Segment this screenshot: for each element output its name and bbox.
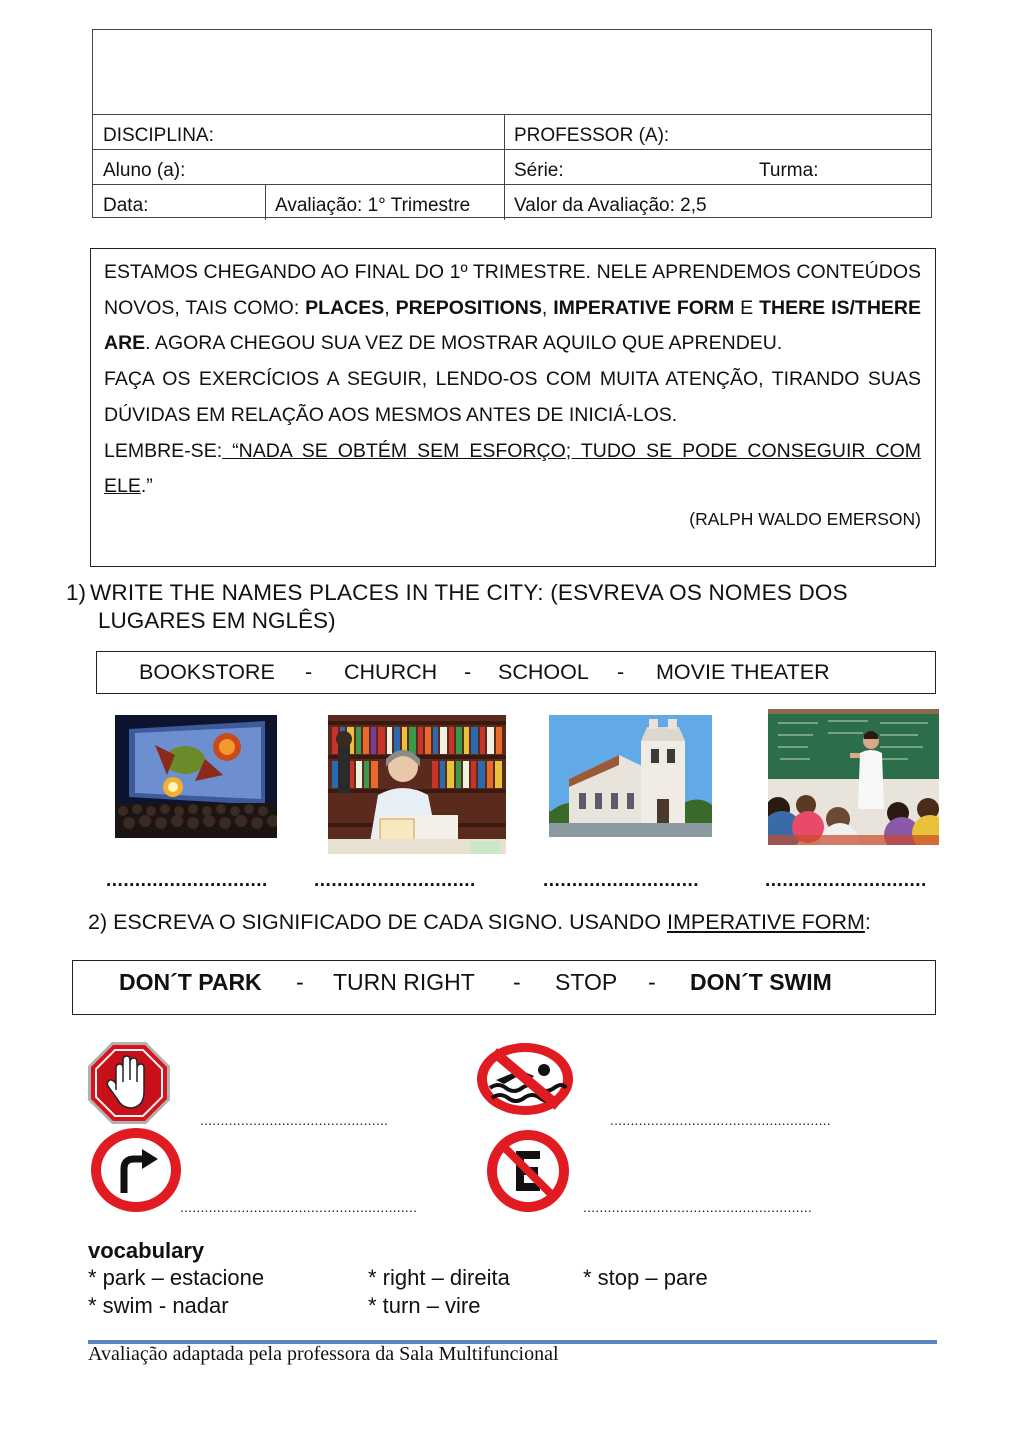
word-dont-park: DON´T PARK <box>119 969 262 995</box>
movie-theater-image <box>115 715 277 838</box>
data-label: Data: <box>103 195 149 216</box>
header-row-1 <box>93 114 931 150</box>
no-swimming-sign-icon <box>474 1040 576 1118</box>
professor-label: PROFESSOR (A): <box>514 125 670 146</box>
word-separator: - <box>513 969 521 995</box>
intro-box <box>90 248 936 567</box>
question-1-line-1: WRITE THE NAMES PLACES IN THE CITY: (ESVREVA OS NOMES DOS <box>90 580 848 605</box>
intro-quote: LEMBRE-SE: “NADA SE OBTÉM SEM ESFORÇO; TUDO SE PODE CONSEGUIR COM ELE.” <box>104 439 921 498</box>
word-turn-right: TURN RIGHT <box>333 969 475 995</box>
serie-label: Série: <box>514 160 564 181</box>
word-church: CHURCH <box>344 660 438 684</box>
question-1-line-2: LUGARES EM NGLÊS) <box>98 608 336 633</box>
turn-right-sign-icon <box>90 1127 182 1213</box>
answer-blank-1[interactable]: ............................ <box>106 870 268 891</box>
header-table <box>92 29 932 218</box>
word-dont-swim: DON´T SWIM <box>690 969 832 995</box>
word-stop: STOP <box>555 969 618 995</box>
sign-answer-blank-2[interactable]: ...................................................... <box>610 1112 831 1128</box>
sign-answer-blank-3[interactable]: .......................................................... <box>180 1199 418 1215</box>
turma-label: Turma: <box>759 160 819 181</box>
vocabulary-title: vocabulary <box>88 1238 205 1263</box>
question-2: 2) ESCREVA O SIGNIFICADO DE CADA SIGNO. USANDO IMPERATIVE FORM: <box>88 910 871 934</box>
header-row-3 <box>93 184 931 220</box>
vocab-item: * turn – vire <box>368 1293 481 1318</box>
word-bank-places <box>96 651 936 694</box>
word-separator: - <box>296 969 304 995</box>
word-school: SCHOOL <box>498 660 589 684</box>
vocab-item: * park – estacione <box>88 1265 265 1290</box>
word-movie-theater: MOVIE THEATER <box>656 660 830 684</box>
answer-blank-2[interactable]: ............................ <box>314 870 476 891</box>
intro-paragraph-2: FAÇA OS EXERCÍCIOS A SEGUIR, LENDO-OS COM MUITA ATENÇÃO, TIRANDO SUAS DÚVIDAS EM RELAÇÃO AOS MESMOS ANTES DE INICIÁ-LOS. <box>104 368 921 426</box>
church-image <box>549 715 712 837</box>
word-separator: - <box>648 969 656 995</box>
word-separator: - <box>305 660 313 684</box>
sign-answer-blank-1[interactable]: .............................................. <box>200 1112 389 1128</box>
avaliacao-label: Avaliação: 1° Trimestre <box>275 195 471 216</box>
no-parking-sign-icon <box>486 1129 570 1213</box>
word-separator: - <box>464 660 472 684</box>
answer-blank-3[interactable]: ........................... <box>543 870 700 891</box>
disciplina-label: DISCIPLINA: <box>103 125 214 146</box>
question-1-number: 1) <box>66 580 87 605</box>
intro-paragraph-1: ESTAMOS CHEGANDO AO FINAL DO 1º TRIMESTRE. NELE APRENDEMOS CONTEÚDOS NOVOS, TAIS COMO: PLACES, PREPOSITIONS, IMPERATIVE FORM E THERE IS/THERE ARE. AGORA CHEGOU SUA VEZ DE MOSTRAR AQUILO QUE APRENDEU. <box>104 261 921 355</box>
valor-label: Valor da Avaliação: 2,5 <box>514 195 707 216</box>
school-image <box>768 709 939 845</box>
vocab-item: * right – direita <box>368 1265 510 1290</box>
word-separator: - <box>617 660 625 684</box>
bookstore-image <box>328 715 506 854</box>
header-row-2 <box>93 149 931 185</box>
word-bookstore: BOOKSTORE <box>139 660 275 684</box>
footer-text: Avaliação adaptada pela professora da Sala Multifuncional <box>88 1343 559 1365</box>
word-bank-signs <box>72 960 936 1015</box>
answer-blank-4[interactable]: ............................ <box>765 870 927 891</box>
question-1 <box>66 579 936 635</box>
vocab-item: * swim - nadar <box>88 1293 229 1318</box>
stop-hand-sign-icon <box>86 1040 172 1126</box>
sign-answer-blank-4[interactable]: ........................................................ <box>583 1199 813 1215</box>
vocab-item: * stop – pare <box>583 1265 708 1290</box>
quote-author: (RALPH WALDO EMERSON) <box>689 508 921 529</box>
aluno-label: Aluno (a): <box>103 160 186 181</box>
